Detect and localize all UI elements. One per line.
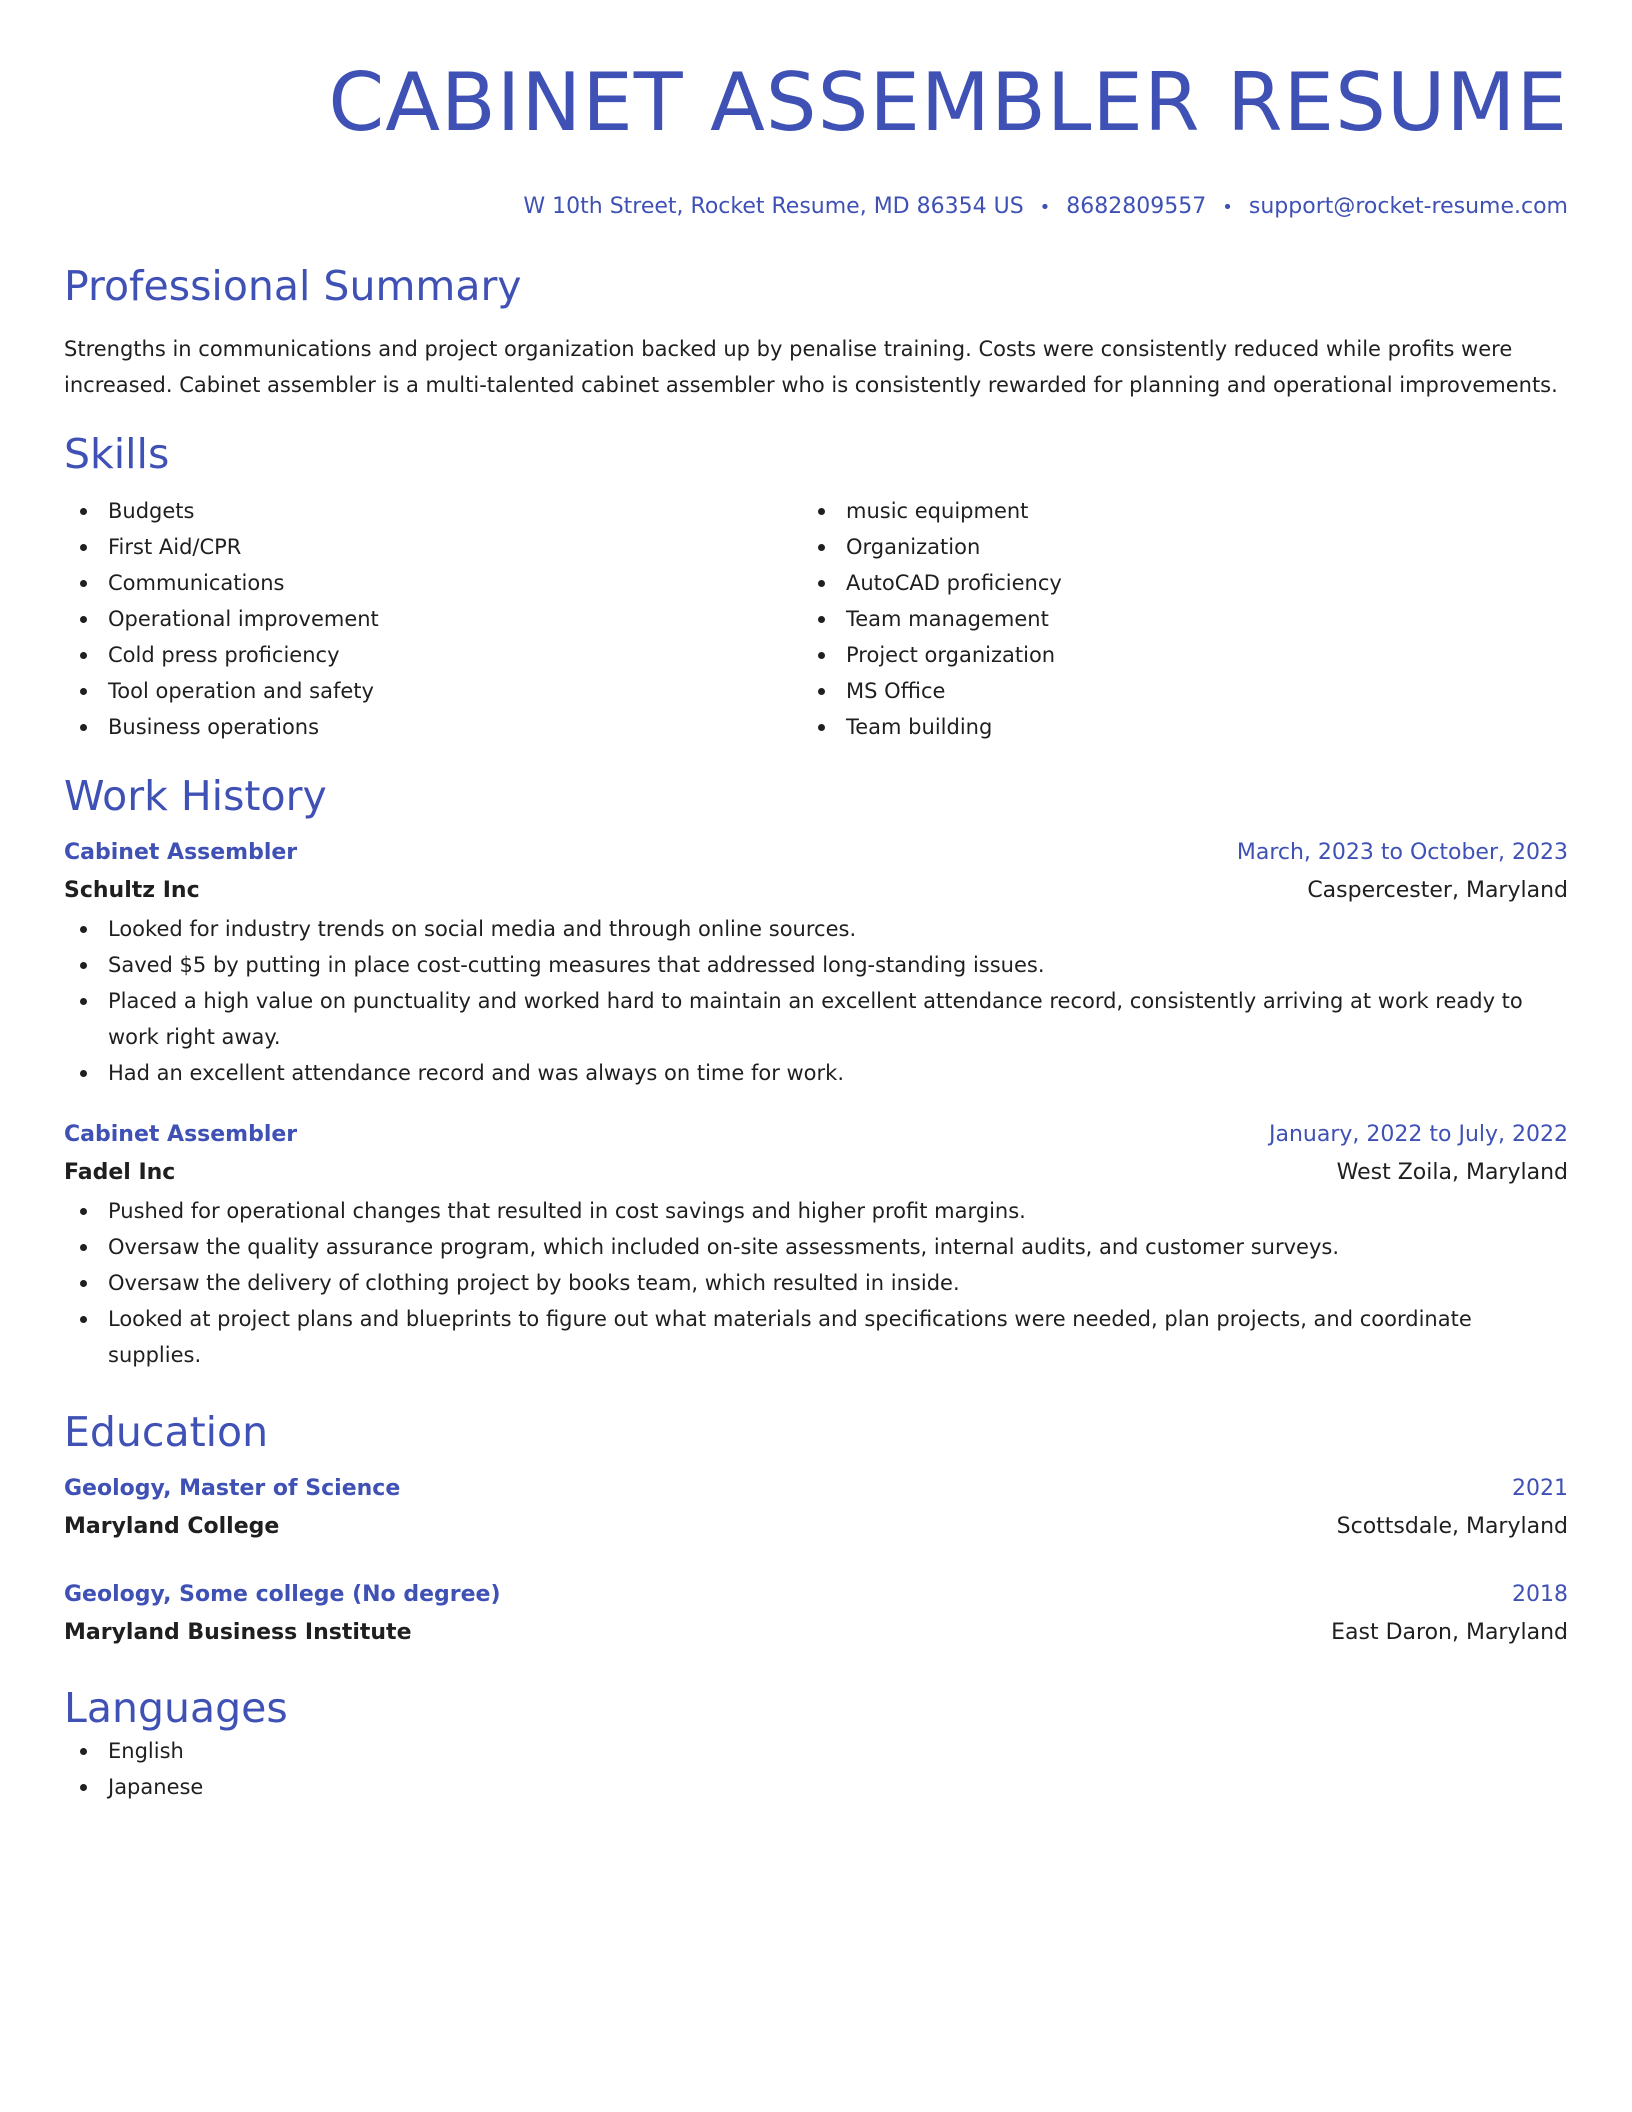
skill-item: music equipment: [802, 493, 1540, 529]
skills-section: [64, 429, 1568, 745]
job-company-row: [64, 1153, 1568, 1193]
education-year: 2018: [1512, 1582, 1568, 1607]
skill-item: Communications: [64, 565, 802, 601]
skill-item: Budgets: [64, 493, 802, 529]
skill-item: Cold press proficiency: [64, 637, 802, 673]
job-location: Caspercester, Maryland: [1307, 878, 1568, 903]
section-title-education: Education: [64, 1408, 269, 1456]
education-degree: Geology, Some college (No degree): [64, 1582, 501, 1607]
contact-separator: •: [1039, 197, 1051, 218]
skill-item: Team management: [802, 601, 1540, 637]
education-degree: Geology, Master of Science: [64, 1476, 401, 1501]
education-school-row: [64, 1613, 1568, 1653]
job-bullet: Oversaw the quality assurance program, which included on-site assessments, internal audits, and customer surveys.: [64, 1229, 1568, 1265]
job-bullet: Pushed for operational changes that resulted in cost savings and higher profit margins.: [64, 1193, 1568, 1229]
contact-line: [64, 192, 1568, 223]
contact-address: W 10th Street, Rocket Resume, MD 86354 US: [523, 194, 1024, 219]
education-entry: [64, 1577, 1568, 1653]
education-school-row: [64, 1507, 1568, 1547]
languages-section: [64, 1683, 1568, 1805]
education-location: Scottsdale, Maryland: [1336, 1514, 1568, 1539]
skill-item: First Aid/CPR: [64, 529, 802, 565]
job-bullet: Looked at project plans and blueprints to figure out what materials and specifications were needed, plan projects, and coordinate supplies.: [64, 1301, 1568, 1373]
job-role: Cabinet Assembler: [64, 1122, 298, 1147]
language-item: Japanese: [64, 1769, 1568, 1805]
job-company-row: [64, 871, 1568, 911]
job-company: Schultz Inc: [64, 878, 200, 903]
job-bullet: Had an excellent attendance record and was always on time for work.: [64, 1055, 1568, 1091]
job-entry: [64, 835, 1568, 1091]
education-school: Maryland Business Institute: [64, 1620, 412, 1645]
job-bullet: Looked for industry trends on social media and through online sources.: [64, 911, 1568, 947]
job-location: West Zoila, Maryland: [1336, 1160, 1568, 1185]
skills-list-left: [64, 493, 802, 745]
education-school: Maryland College: [64, 1514, 280, 1539]
job-bullet: Placed a high value on punctuality and worked hard to maintain an excellent attendance record, consistently arriving at work ready to work right away.: [64, 983, 1568, 1055]
skill-item: Business operations: [64, 709, 802, 745]
resume-name: CABINET ASSEMBLER RESUME: [328, 56, 1568, 149]
education-section: [64, 1407, 1568, 1653]
job-bullet: Saved $5 by putting in place cost-cutting measures that addressed long-standing issues.: [64, 947, 1568, 983]
job-entry: [64, 1117, 1568, 1373]
languages-list: [64, 1733, 1568, 1805]
skill-item: Operational improvement: [64, 601, 802, 637]
job-bullet-list: [64, 1193, 1568, 1373]
education-location: East Daron, Maryland: [1331, 1620, 1568, 1645]
skill-item: Project organization: [802, 637, 1540, 673]
section-title-languages: Languages: [64, 1684, 288, 1732]
resume-header: [64, 58, 1568, 223]
education-header-row: [64, 1577, 1568, 1613]
job-header-row: [64, 1117, 1568, 1153]
education-entry: [64, 1471, 1568, 1547]
job-header-row: [64, 835, 1568, 871]
summary-text: Strengths in communications and project organization backed up by penalise training. Costs were consistently reduced while profits were increased. Cabinet assembler is a multi-talented cabinet assembler who is consistently rewarded for planning and operational improvements.: [64, 337, 1558, 397]
summary-section: [64, 261, 1568, 403]
language-item: English: [64, 1733, 1568, 1769]
section-title-work-history: Work History: [64, 772, 327, 820]
job-company: Fadel Inc: [64, 1160, 176, 1185]
job-dates: March, 2023 to October, 2023: [1236, 840, 1568, 865]
skill-item: AutoCAD proficiency: [802, 565, 1540, 601]
skill-item: Tool operation and safety: [64, 673, 802, 709]
contact-email: support@rocket-resume.com: [1248, 194, 1568, 219]
skills-grid: [64, 493, 1568, 745]
contact-separator: •: [1222, 197, 1233, 218]
skill-item: MS Office: [802, 673, 1540, 709]
education-year: 2021: [1512, 1476, 1568, 1501]
work-history-section: [64, 771, 1568, 1373]
job-bullet-list: [64, 911, 1568, 1091]
section-title-skills: Skills: [64, 430, 170, 478]
section-title-summary: Professional Summary: [64, 262, 522, 310]
skill-item: Organization: [802, 529, 1540, 565]
contact-phone: 8682809557: [1066, 194, 1207, 219]
education-header-row: [64, 1471, 1568, 1507]
skills-column-left: [64, 493, 802, 745]
job-bullet: Oversaw the delivery of clothing project by books team, which resulted in inside.: [64, 1265, 1568, 1301]
job-dates: January, 2022 to July, 2022: [1269, 1122, 1568, 1147]
skills-column-right: [802, 493, 1540, 745]
skill-item: Team building: [802, 709, 1540, 745]
skills-list-right: [802, 493, 1540, 745]
job-role: Cabinet Assembler: [64, 840, 298, 865]
